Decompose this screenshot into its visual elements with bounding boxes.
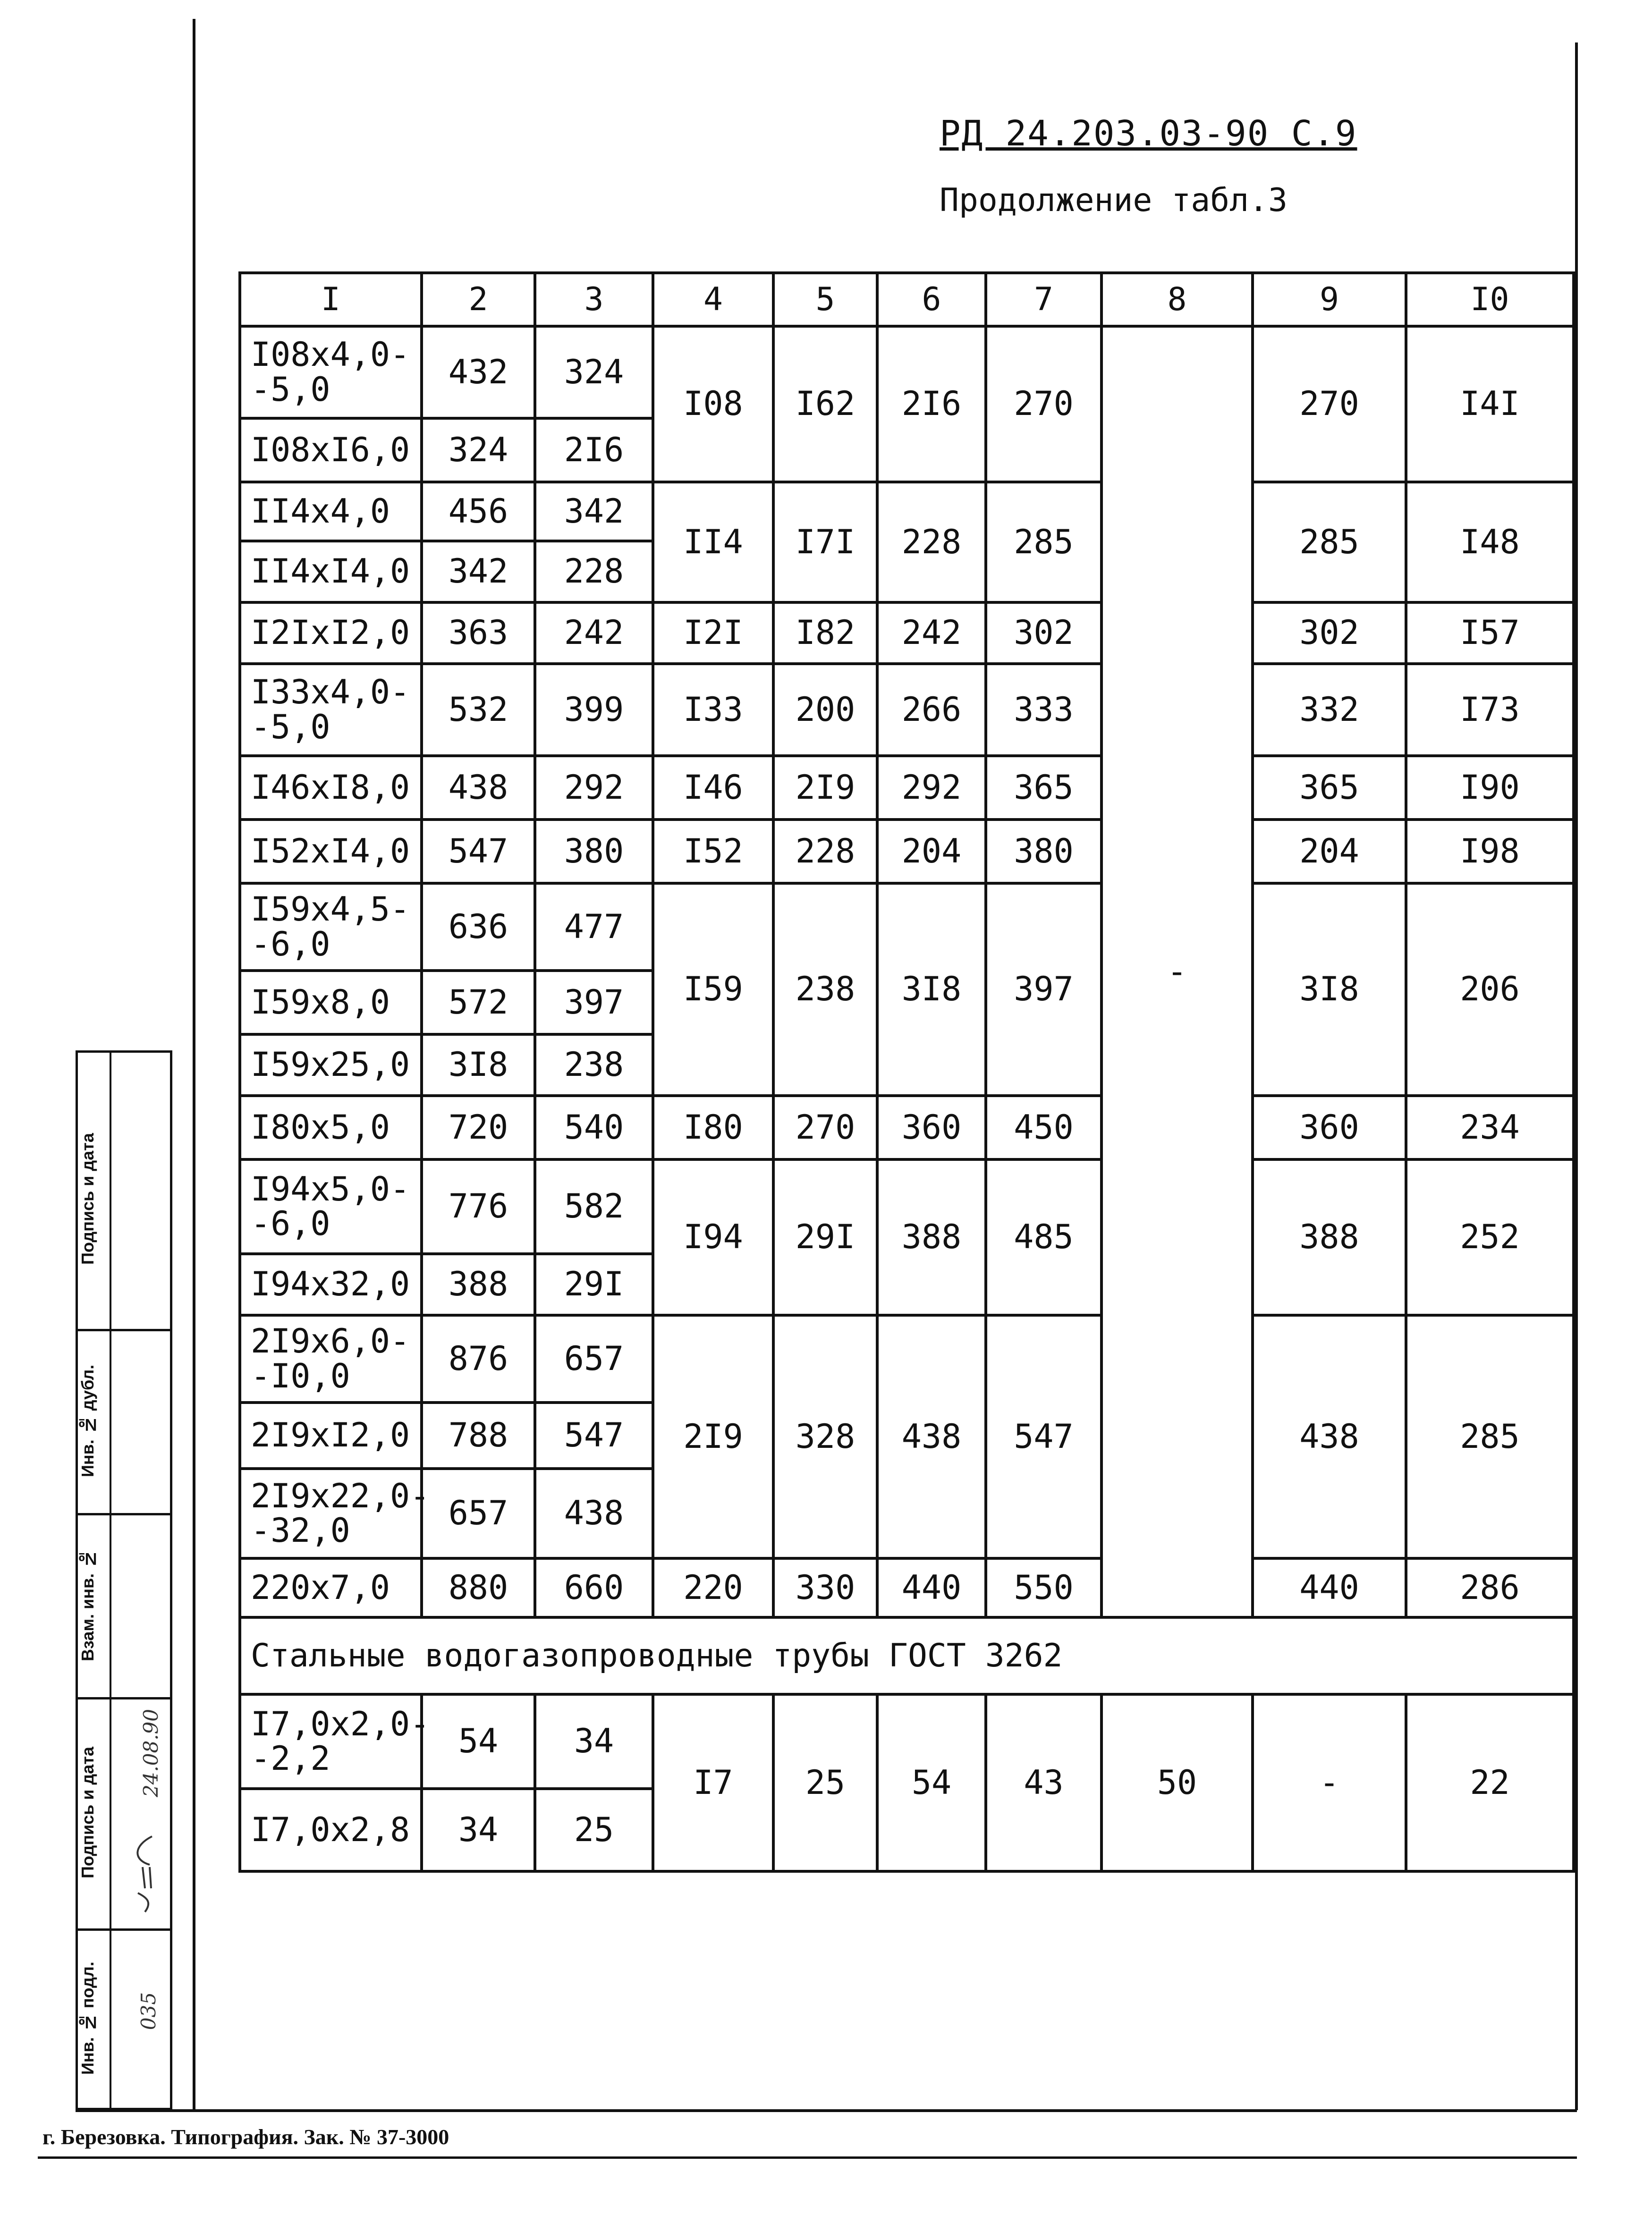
size-cell: I59x4,5- -6,0 xyxy=(240,883,422,971)
column-header: 5 xyxy=(773,273,877,326)
value-cell: 285 xyxy=(1253,482,1406,602)
handwritten-number: 035 xyxy=(137,1992,160,2030)
column-header: 9 xyxy=(1253,273,1406,326)
column-header: 2 xyxy=(422,273,535,326)
size-cell: 2I9x6,0- -I0,0 xyxy=(240,1315,422,1403)
value-cell: 302 xyxy=(986,602,1101,664)
frame-right-line xyxy=(1575,42,1578,2110)
strip-separator xyxy=(76,1513,172,1515)
size-cell: I52xI4,0 xyxy=(240,820,422,883)
value-cell: I46 xyxy=(653,756,773,820)
value-cell: 438 xyxy=(422,756,535,820)
value-cell: 242 xyxy=(877,602,986,664)
value-cell: I57 xyxy=(1406,602,1574,664)
value-cell: 228 xyxy=(773,820,877,883)
stamp-label-original-inventory: Инв. № подл. xyxy=(78,1961,97,2075)
value-cell: I94 xyxy=(653,1159,773,1315)
table-row xyxy=(240,820,1574,883)
value-cell: 657 xyxy=(422,1469,535,1558)
table-row xyxy=(240,664,1574,756)
table-row xyxy=(240,602,1574,664)
column-header: 6 xyxy=(877,273,986,326)
stamp-label-exchange-inventory: Взам. инв. № xyxy=(78,1549,97,1661)
value-cell: 660 xyxy=(535,1558,653,1617)
table-row xyxy=(240,1096,1574,1159)
value-cell: 342 xyxy=(422,541,535,602)
value-cell: 360 xyxy=(1253,1096,1406,1159)
size-cell: I94x5,0- -6,0 xyxy=(240,1159,422,1254)
value-cell: 285 xyxy=(1406,1315,1574,1558)
size-cell: II4x4,0 xyxy=(240,482,422,541)
value-cell: 3I8 xyxy=(422,1034,535,1096)
size-cell: I08x4,0- -5,0 xyxy=(240,326,422,418)
frame-left-line xyxy=(193,19,195,2110)
value-cell: I90 xyxy=(1406,756,1574,820)
strip-separator xyxy=(76,1329,172,1331)
value-cell: I08 xyxy=(653,326,773,482)
column-header: 3 xyxy=(535,273,653,326)
value-cell: 25 xyxy=(535,1789,653,1871)
value-cell: 572 xyxy=(422,971,535,1034)
strip-inner-line xyxy=(110,1050,111,2110)
value-cell: 477 xyxy=(535,883,653,971)
value-cell: 2I9 xyxy=(773,756,877,820)
value-cell: 342 xyxy=(535,482,653,541)
value-cell: 333 xyxy=(986,664,1101,756)
column-header: I xyxy=(240,273,422,326)
value-cell: 29I xyxy=(535,1254,653,1315)
handwritten-signature xyxy=(124,1832,166,1917)
value-cell: 330 xyxy=(773,1558,877,1617)
section-title-row xyxy=(240,1617,1574,1694)
value-cell: I73 xyxy=(1406,664,1574,756)
value-cell: II4 xyxy=(653,482,773,602)
value-cell: 234 xyxy=(1406,1096,1574,1159)
value-cell: 438 xyxy=(1253,1315,1406,1558)
value-cell: 438 xyxy=(877,1315,986,1558)
value-cell: 432 xyxy=(422,326,535,418)
value-cell: 292 xyxy=(535,756,653,820)
value-cell: 485 xyxy=(986,1159,1101,1315)
value-cell: 397 xyxy=(535,971,653,1034)
value-cell: 302 xyxy=(1253,602,1406,664)
value-cell: 2I6 xyxy=(877,326,986,482)
value-cell: I82 xyxy=(773,602,877,664)
value-cell: 636 xyxy=(422,883,535,971)
value-cell: 54 xyxy=(422,1694,535,1789)
value-cell: 657 xyxy=(535,1315,653,1403)
value-cell: I7 xyxy=(653,1694,773,1871)
value-cell: I48 xyxy=(1406,482,1574,602)
stamp-label-sign-date-2: Подпись и дата xyxy=(78,1747,97,1879)
value-cell: 450 xyxy=(986,1096,1101,1159)
value-cell: 270 xyxy=(986,326,1101,482)
value-cell: 456 xyxy=(422,482,535,541)
value-cell: 34 xyxy=(535,1694,653,1789)
value-cell: 365 xyxy=(1253,756,1406,820)
value-cell: 399 xyxy=(535,664,653,756)
value-cell: 204 xyxy=(1253,820,1406,883)
value-cell: 220 xyxy=(653,1558,773,1617)
value-cell: I59 xyxy=(653,883,773,1096)
value-cell: 238 xyxy=(535,1034,653,1096)
size-cell: I59x8,0 xyxy=(240,971,422,1034)
value-cell: 440 xyxy=(1253,1558,1406,1617)
size-cell: I80x5,0 xyxy=(240,1096,422,1159)
value-cell: 388 xyxy=(877,1159,986,1315)
value-cell: 388 xyxy=(422,1254,535,1315)
value-cell: 238 xyxy=(773,883,877,1096)
value-cell: 363 xyxy=(422,602,535,664)
value-cell: 266 xyxy=(877,664,986,756)
value-cell: 206 xyxy=(1406,883,1574,1096)
value-cell: 380 xyxy=(986,820,1101,883)
value-cell: 204 xyxy=(877,820,986,883)
table-row xyxy=(240,1558,1574,1617)
value-cell: 547 xyxy=(422,820,535,883)
value-cell: 270 xyxy=(1253,326,1406,482)
value-cell: 2I9 xyxy=(653,1315,773,1558)
value-cell: 547 xyxy=(986,1315,1101,1558)
value-cell: 228 xyxy=(877,482,986,602)
value-cell: 270 xyxy=(773,1096,877,1159)
value-cell: 200 xyxy=(773,664,877,756)
size-cell: 220x7,0 xyxy=(240,1558,422,1617)
value-cell: 22 xyxy=(1406,1694,1574,1871)
value-cell: 285 xyxy=(986,482,1101,602)
value-cell: 242 xyxy=(535,602,653,664)
value-cell: 332 xyxy=(1253,664,1406,756)
value-cell: 2I6 xyxy=(535,418,653,482)
value-cell: 397 xyxy=(986,883,1101,1096)
value-cell: I62 xyxy=(773,326,877,482)
value-cell: I98 xyxy=(1406,820,1574,883)
frame-bottom-line xyxy=(76,2109,1577,2112)
handwritten-date: 24.08.90 xyxy=(139,1709,162,1798)
value-cell: 438 xyxy=(535,1469,653,1558)
value-cell: 324 xyxy=(535,326,653,418)
size-cell: 2I9xI2,0 xyxy=(240,1403,422,1469)
table-continuation-label: Продолжение табл.3 xyxy=(940,182,1288,219)
strip-separator xyxy=(76,1697,172,1699)
value-cell: 50 xyxy=(1101,1694,1253,1871)
value-cell: 54 xyxy=(877,1694,986,1871)
value-cell: 252 xyxy=(1406,1159,1574,1315)
value-cell: 880 xyxy=(422,1558,535,1617)
table-row xyxy=(240,756,1574,820)
section-title: Стальные водогазопроводные трубы ГОСТ 3262 xyxy=(240,1617,1574,1694)
value-cell: 532 xyxy=(422,664,535,756)
value-cell: 286 xyxy=(1406,1558,1574,1617)
table-row xyxy=(240,326,1574,418)
table-row xyxy=(240,1694,1574,1789)
value-cell: 550 xyxy=(986,1558,1101,1617)
pipe-table xyxy=(238,271,1575,1873)
size-cell: I46xI8,0 xyxy=(240,756,422,820)
column-header: I0 xyxy=(1406,273,1574,326)
column-8-dash-cell: - xyxy=(1101,326,1253,1617)
value-cell: 25 xyxy=(773,1694,877,1871)
value-cell: I7I xyxy=(773,482,877,602)
size-cell: I08xI6,0 xyxy=(240,418,422,482)
value-cell: 328 xyxy=(773,1315,877,1558)
value-cell: 43 xyxy=(986,1694,1101,1871)
value-cell: 720 xyxy=(422,1096,535,1159)
value-cell: 360 xyxy=(877,1096,986,1159)
value-cell: 876 xyxy=(422,1315,535,1403)
size-cell: II4xI4,0 xyxy=(240,541,422,602)
value-cell: 582 xyxy=(535,1159,653,1254)
table-row xyxy=(240,1315,1574,1403)
printer-imprint: г. Березовка. Типография. Зак. № 37-3000 xyxy=(42,2125,449,2149)
value-cell: 440 xyxy=(877,1558,986,1617)
size-cell: I2IxI2,0 xyxy=(240,602,422,664)
size-cell: I94x32,0 xyxy=(240,1254,422,1315)
value-cell: I33 xyxy=(653,664,773,756)
size-cell: I33x4,0- -5,0 xyxy=(240,664,422,756)
value-cell: 324 xyxy=(422,418,535,482)
footer-rule xyxy=(38,2156,1577,2159)
stamp-label-duplicate-inventory: Инв. № дубл. xyxy=(78,1364,97,1478)
table-row xyxy=(240,883,1574,971)
size-cell: I7,0x2,0- -2,2 xyxy=(240,1694,422,1789)
strip-separator xyxy=(76,1928,172,1931)
column-header: 4 xyxy=(653,273,773,326)
value-cell: 29I xyxy=(773,1159,877,1315)
value-cell: 547 xyxy=(535,1403,653,1469)
value-cell: 380 xyxy=(535,820,653,883)
value-cell: 365 xyxy=(986,756,1101,820)
table-row xyxy=(240,1159,1574,1254)
table-row xyxy=(240,482,1574,541)
value-cell: I52 xyxy=(653,820,773,883)
value-cell: 34 xyxy=(422,1789,535,1871)
value-cell: 388 xyxy=(1253,1159,1406,1315)
value-cell: 3I8 xyxy=(1253,883,1406,1096)
table-header-row xyxy=(240,273,1574,326)
value-cell: - xyxy=(1253,1694,1406,1871)
document-code: РД 24.203.03-90 С.9 xyxy=(940,113,1357,154)
column-header: 8 xyxy=(1101,273,1253,326)
size-cell: 2I9x22,0- -32,0 xyxy=(240,1469,422,1558)
size-cell: I59x25,0 xyxy=(240,1034,422,1096)
stamp-label-sign-date: Подпись и дата xyxy=(78,1133,97,1265)
value-cell: I2I xyxy=(653,602,773,664)
value-cell: 3I8 xyxy=(877,883,986,1096)
size-cell: I7,0x2,8 xyxy=(240,1789,422,1871)
value-cell: 228 xyxy=(535,541,653,602)
value-cell: 788 xyxy=(422,1403,535,1469)
value-cell: 540 xyxy=(535,1096,653,1159)
value-cell: 776 xyxy=(422,1159,535,1254)
value-cell: I4I xyxy=(1406,326,1574,482)
value-cell: 292 xyxy=(877,756,986,820)
value-cell: I80 xyxy=(653,1096,773,1159)
column-header: 7 xyxy=(986,273,1101,326)
